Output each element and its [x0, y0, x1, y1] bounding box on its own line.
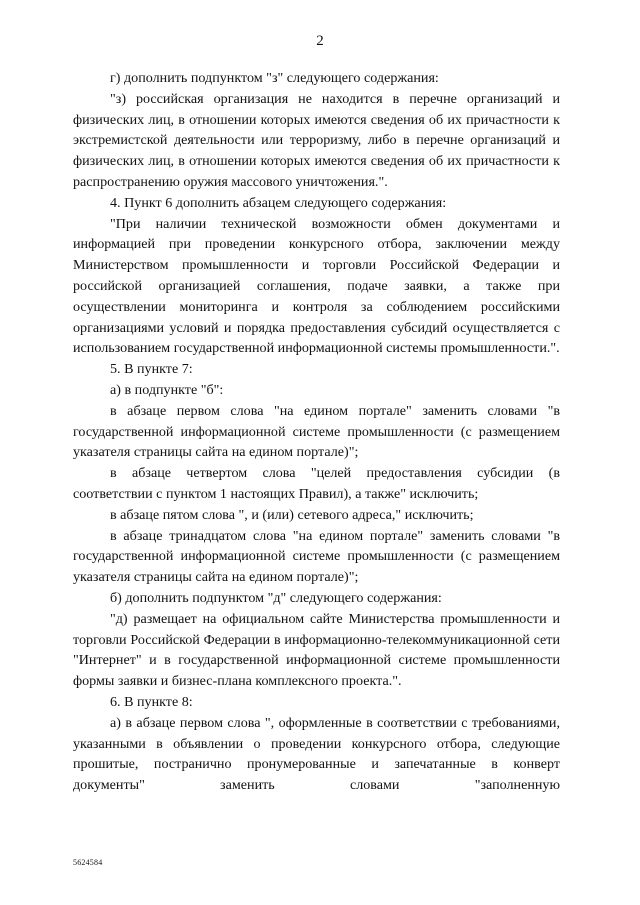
paragraph: 4. Пункт 6 дополнить абзацем следующего содержания: [110, 194, 447, 211]
paragraph: "д) размещает на официальном сайте Министерства промышленности и торговли Российской Федерации в информационно-телекоммуникационной сети "Интернет" и в государственной информационной системе промышленности формы заявки и бизнес-плана комплексного проекта.". [73, 610, 560, 690]
document-id: 5624584 [73, 858, 103, 867]
paragraph: а) в подпункте "б": [110, 381, 224, 398]
document-body [73, 68, 560, 796]
paragraph: б) дополнить подпунктом "д" следующего содержания: [110, 589, 442, 606]
paragraph: г) дополнить подпунктом "з" следующего содержания: [110, 70, 439, 86]
paragraph: "При наличии технической возможности обмен документами и информацией при проведении конкурсного отбора, заключении между Министерством промышленности и торговли Российской Федерации и российской организацией соглашения, подаче заявки, а также при осуществлении мониторинга и контроля за соблюдением российскими организациями условий и порядка предоставления субсидий осуществляется с использованием государственной информационной системы промышленности.". [73, 215, 560, 357]
paragraph: "з) российская организация не находится в перечне организаций и физических лиц, в отношении которых имеются сведения об их причастности к экстремистской деятельности или терроризму, либо в перечне организаций и физических лиц, в отношении которых имеются сведения об их причастности к распространению оружия массового уничтожения.". [73, 90, 560, 190]
paragraph: в абзаце первом слова "на едином портале" заменить словами "в государственной информационной системе промышленности (с размещением указателя страницы сайта на едином портале)"; [73, 402, 560, 461]
page-number: 2 [316, 33, 324, 49]
paragraph: 5. В пункте 7: [110, 361, 193, 378]
paragraph: а) в абзаце первом слова ", оформленные в соответствии с требованиями, указанными в объявлении о проведении конкурсного отбора, следующие прошитые, постранично пронумерованные и запечатанные в конверт документы" заменить словами "заполненную [73, 714, 560, 794]
paragraph: в абзаце четвертом слова "целей предоставления субсидии (в соответствии с пунктом 1 настоящих Правил), а также" исключить; [73, 465, 560, 502]
paragraph: в абзаце пятом слова ", и (или) сетевого адреса," исключить; [110, 506, 474, 523]
paragraph: 6. В пункте 8: [110, 693, 193, 710]
paragraph: в абзаце тринадцатом слова "на едином портале" заменить словами "в государственной информационной системе промышленности (с размещением указателя страницы сайта на едином портале)"; [73, 527, 560, 586]
